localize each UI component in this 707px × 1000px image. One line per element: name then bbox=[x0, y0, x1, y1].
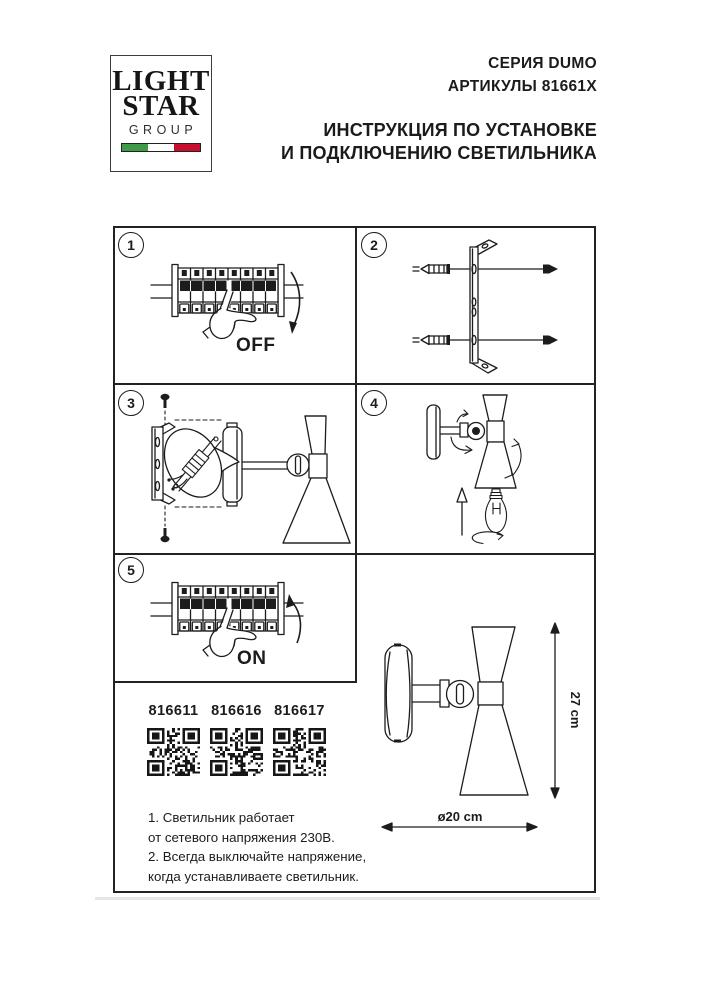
mounting-bracket-drawing bbox=[470, 240, 497, 373]
height-dimension-line bbox=[551, 623, 559, 798]
title-line-1: ИНСТРУКЦИЯ ПО УСТАНОВКЕ bbox=[323, 120, 597, 140]
diameter-dimension-line bbox=[382, 823, 537, 831]
qr-code-icon bbox=[147, 728, 200, 776]
off-label: OFF bbox=[236, 335, 276, 356]
qr-code-icon bbox=[273, 728, 326, 776]
switch-down-arrow-icon bbox=[289, 272, 300, 334]
dimension-drawing bbox=[370, 600, 590, 890]
screw-in-rotation-icon bbox=[472, 532, 503, 544]
logo-word-star: STAR bbox=[122, 90, 200, 122]
article-number: 816617 bbox=[274, 703, 325, 719]
grid-line bbox=[115, 681, 357, 683]
note-line: 1. Светильник работает bbox=[148, 810, 295, 825]
lamp-side-drawing bbox=[223, 416, 350, 543]
page-title bbox=[281, 119, 597, 165]
note-line: от сетевого напряжения 230В. bbox=[148, 829, 335, 845]
logo-word-light: LIGHT bbox=[112, 65, 210, 97]
safety-notes bbox=[148, 808, 366, 886]
product-articles-list bbox=[147, 703, 326, 776]
header-series-block bbox=[448, 52, 597, 98]
note-line: 2. Всегда выключайте напряжение, bbox=[148, 849, 367, 865]
step-4-number: 4 bbox=[370, 395, 378, 411]
step-2-diagram-bracket bbox=[355, 228, 594, 383]
note-line: когда устанавливаете светильник. bbox=[148, 868, 359, 884]
insert-up-arrow-icon bbox=[457, 488, 467, 535]
lamp-assembly-drawing bbox=[427, 395, 516, 488]
step-3-diagram-wiring bbox=[115, 385, 357, 553]
screw-icon bbox=[478, 336, 558, 345]
screw-icon bbox=[161, 394, 170, 427]
article-number: 816611 bbox=[148, 703, 199, 719]
wall-anchor-icon bbox=[413, 335, 470, 345]
switch-up-arrow-icon bbox=[286, 594, 300, 643]
lightstar-logo bbox=[110, 55, 212, 172]
lamp-dimension-side-view bbox=[385, 627, 528, 795]
italian-flag-icon bbox=[121, 143, 201, 152]
light-bulb-icon bbox=[485, 489, 506, 533]
step-3-number: 3 bbox=[127, 395, 135, 411]
step-5-diagram-power-on bbox=[115, 555, 357, 680]
logo-word-group: GROUP bbox=[128, 123, 198, 137]
articles-label: АРТИКУЛЫ 81661X bbox=[447, 78, 597, 95]
qr-code-icon bbox=[210, 728, 263, 776]
title-line-2: И ПОДКЛЮЧЕНИЮ СВЕТИЛЬНИКА bbox=[281, 143, 597, 163]
step-4-diagram-assembly bbox=[355, 385, 594, 553]
page-edge-shadow bbox=[95, 897, 600, 900]
product-item bbox=[147, 703, 200, 776]
product-item bbox=[210, 703, 263, 776]
flag-red bbox=[174, 144, 200, 151]
screw-icon bbox=[161, 506, 170, 542]
step-2-number: 2 bbox=[370, 237, 378, 253]
product-item bbox=[273, 703, 326, 776]
wall-anchor-icon bbox=[413, 264, 470, 274]
step-5-number: 5 bbox=[127, 562, 135, 578]
flag-white bbox=[148, 144, 174, 151]
diameter-dimension-label: ø20 cm bbox=[437, 809, 483, 824]
on-label: ON bbox=[237, 648, 267, 669]
series-label: СЕРИЯ DUMO bbox=[488, 55, 597, 72]
height-dimension-label: 27 cm bbox=[568, 691, 583, 729]
screw-icon bbox=[478, 265, 558, 274]
instruction-board bbox=[113, 226, 596, 893]
step-1-diagram-power-off bbox=[115, 228, 357, 383]
step-1-number: 1 bbox=[127, 237, 135, 253]
article-number: 816616 bbox=[211, 703, 262, 719]
flag-green bbox=[122, 144, 148, 151]
